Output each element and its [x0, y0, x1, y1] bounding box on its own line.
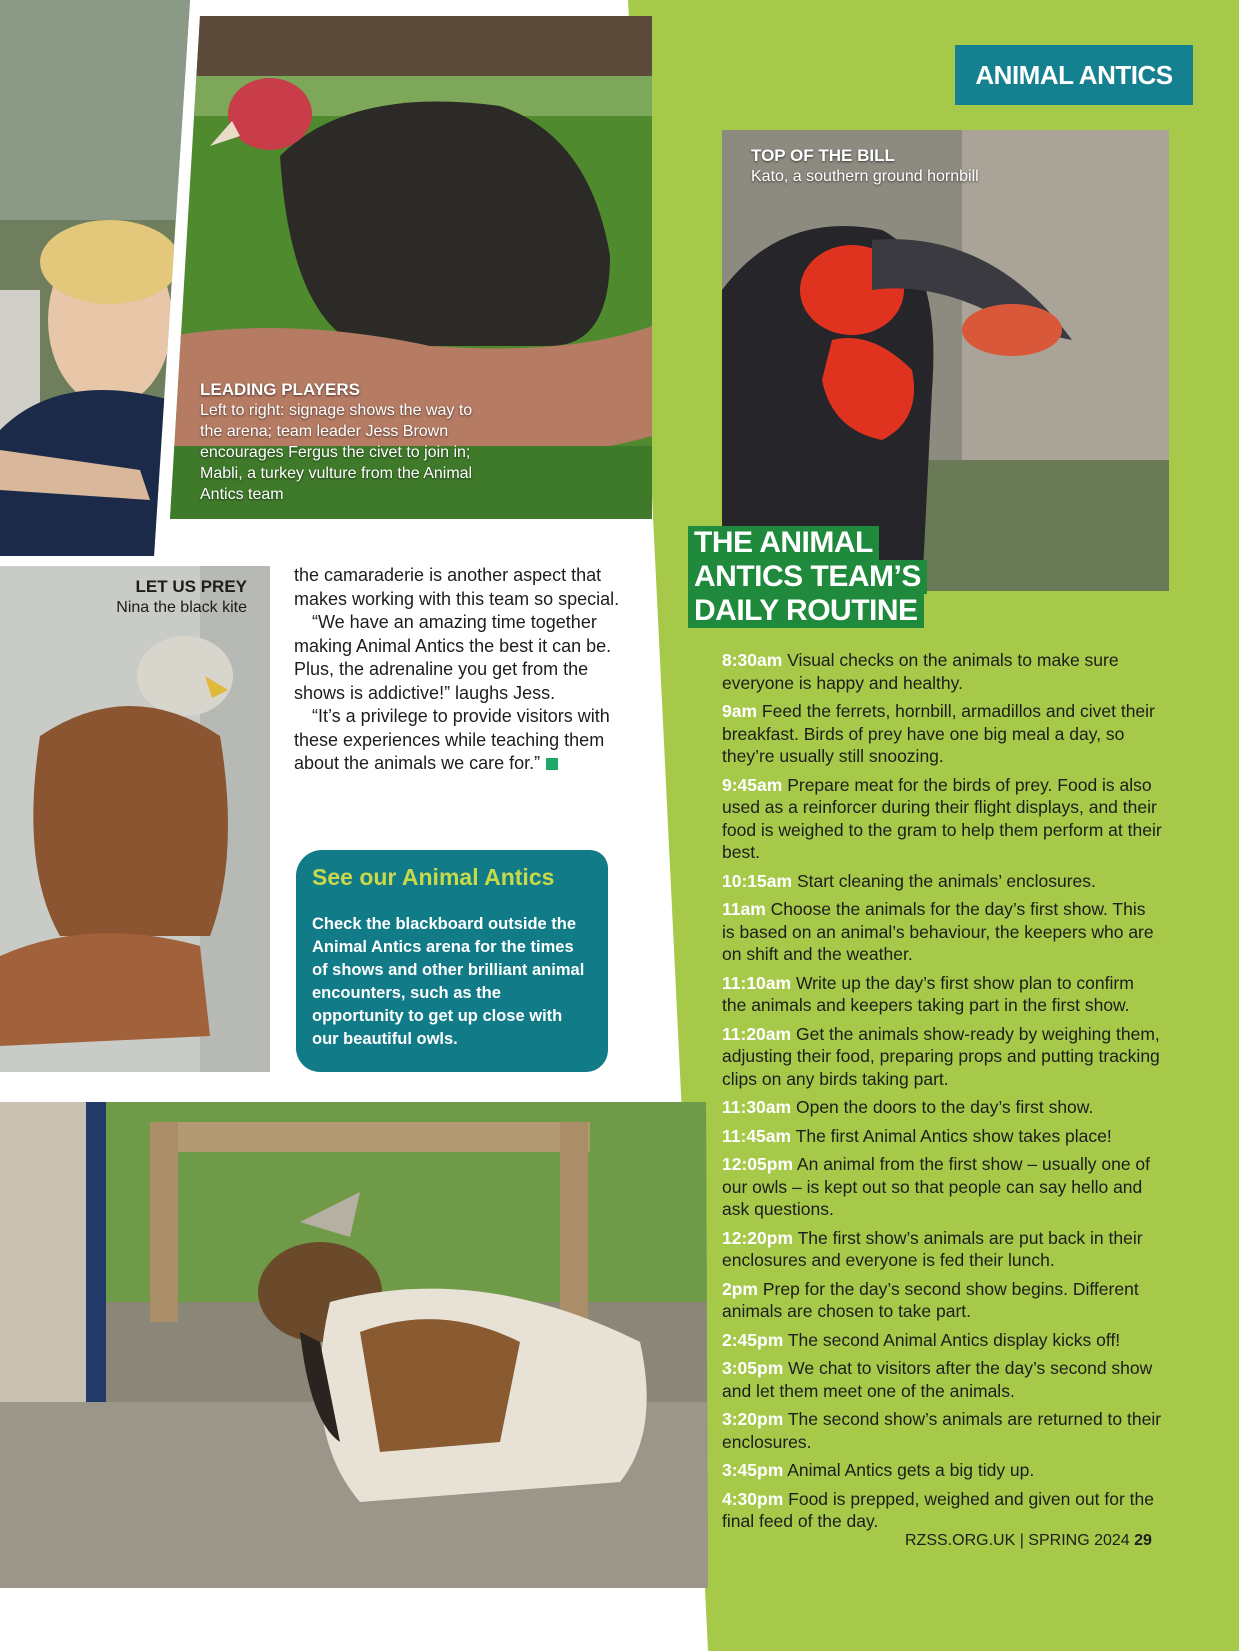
footer-separator: |: [1019, 1532, 1024, 1549]
page-footer: [905, 1532, 1152, 1550]
footer-issue: SPRING 2024: [1028, 1532, 1130, 1549]
hornbill-photo: [722, 130, 1169, 591]
kite-caption-text: Nina the black kite: [116, 599, 247, 616]
hornbill-caption-title: TOP OF THE BILL: [751, 146, 895, 165]
routine-text: Feed the ferrets, hornbill, armadillos and civet their breakfast. Birds of prey have one big meal a day, so they’re usually still snoozing.: [722, 701, 1155, 766]
routine-text: The first show’s animals are put back in their enclosures and everyone is fed their lunch.: [722, 1227, 1143, 1270]
routine-title-line: DAILY ROUTINE: [688, 594, 924, 628]
vulture-caption: [200, 379, 490, 505]
routine-time: 12:20pm: [722, 1227, 794, 1248]
article-body: [294, 564, 634, 776]
routine-time: 3:20pm: [722, 1409, 784, 1429]
section-tag: ANIMAL ANTICS: [955, 45, 1193, 105]
routine-entry: [722, 898, 1162, 966]
routine-entry: [722, 1023, 1162, 1091]
routine-title-line: ANTICS TEAM’S: [688, 560, 927, 594]
info-box: [296, 850, 608, 1072]
routine-entry: [722, 774, 1162, 864]
routine-time: 11:10am: [722, 972, 792, 993]
routine-time: 9:45am: [722, 774, 783, 795]
routine-time: 11:45am: [722, 1125, 792, 1146]
routine-list: [722, 649, 1162, 1539]
goat-photo: [0, 1102, 708, 1588]
info-box-title: See our Animal Antics: [312, 864, 555, 890]
routine-text: Prepare meat for the birds of prey. Food is also used as a reinforcer during their flight displays, and their food is weighed to the gram to help them perform at their best.: [722, 774, 1162, 862]
routine-time: 12:05pm: [722, 1154, 794, 1174]
routine-time: 9am: [722, 701, 758, 721]
routine-entry: [722, 1278, 1162, 1323]
kite-photo: [0, 566, 270, 1072]
routine-time: 11:20am: [722, 1023, 792, 1044]
routine-time: 3:45pm: [722, 1460, 784, 1480]
routine-time: 11:30am: [722, 1097, 792, 1117]
routine-text: Choose the animals for the day’s first show. This is based on an animal’s behaviour, the keepers who are on shift and the weather.: [722, 899, 1154, 964]
routine-entry: [722, 870, 1162, 893]
kite-caption-title: LET US PREY: [135, 577, 247, 596]
routine-text: An animal from the first show – usually one of our owls – is kept out so that people can say hello and ask questions.: [722, 1154, 1151, 1219]
routine-time: 4:30pm: [722, 1488, 784, 1509]
article-paragraph-text: “It’s a privilege to provide visitors with these experiences while teaching them about the animals we care for.”: [294, 706, 610, 773]
routine-text: Start cleaning the animals’ enclosures.: [796, 870, 1096, 891]
routine-entry: [722, 649, 1162, 694]
routine-text: We chat to visitors after the day’s second show and let them meet one of the animals.: [722, 1358, 1153, 1401]
routine-time: 3:05pm: [722, 1358, 784, 1378]
routine-text: Food is prepped, weighed and given out for the final feed of the day.: [722, 1488, 1154, 1531]
routine-text: Visual checks on the animals to make sure everyone is happy and healthy.: [722, 650, 1119, 693]
article-paragraph: “We have an amazing time together making Animal Antics the best it can be. Plus, the adrenaline you get from the shows is addictive!” laughs Jess.: [294, 612, 612, 703]
routine-text: Open the doors to the day’s first show.: [795, 1097, 1094, 1117]
routine-title: [688, 526, 927, 628]
info-box-text: Check the blackboard outside the Animal Antics arena for the times of shows and other brilliant animal encounters, such as the opportunity to get up close with our beautiful owls.: [312, 915, 585, 1048]
routine-entry: [722, 1408, 1162, 1453]
routine-text: The second Animal Antics display kicks off!: [787, 1329, 1121, 1350]
handler-photo: [0, 0, 190, 556]
vulture-caption-title: LEADING PLAYERS: [200, 380, 360, 399]
routine-entry: [722, 1227, 1162, 1272]
hornbill-caption: [751, 145, 1051, 187]
article-paragraph-final: [294, 705, 634, 776]
routine-text: Animal Antics gets a big tidy up.: [787, 1460, 1035, 1480]
routine-entry: [722, 1459, 1162, 1482]
routine-title-line: THE ANIMAL: [688, 526, 879, 560]
routine-text: Prep for the day’s second show begins. Different animals are chosen to take part.: [722, 1278, 1139, 1321]
routine-time: 2pm: [722, 1278, 758, 1299]
routine-entry: [722, 1357, 1162, 1402]
footer-site: RZSS.ORG.UK: [905, 1532, 1016, 1549]
end-of-article-mark: [546, 758, 558, 770]
article-paragraph: the camaraderie is another aspect that makes working with this team so special.: [294, 565, 620, 609]
routine-entry: [722, 972, 1162, 1017]
routine-text: Get the animals show-ready by weighing them, adjusting their food, preparing props and putting tracking clips on any birds taking part.: [722, 1023, 1160, 1089]
routine-entry: [722, 1096, 1162, 1119]
vulture-caption-text: Left to right: signage shows the way to the arena; team leader Jess Brown encourages Fergus the civet to join in; Mabli, a turkey vulture from the Animal Antics team: [200, 402, 473, 503]
routine-entry: [722, 1329, 1162, 1352]
routine-time: 10:15am: [722, 870, 793, 891]
routine-time: 2:45pm: [722, 1329, 784, 1350]
routine-time: 8:30am: [722, 650, 783, 670]
page-number: 29: [1134, 1532, 1152, 1549]
routine-entry: [722, 700, 1162, 768]
routine-text: The first Animal Antics show takes place!: [795, 1125, 1112, 1146]
routine-time: 11am: [722, 899, 766, 919]
hornbill-caption-text: Kato, a southern ground hornbill: [751, 168, 979, 185]
routine-entry: [722, 1488, 1162, 1533]
routine-text: Write up the day’s first show plan to confirm the animals and keepers taking part in the first show.: [722, 972, 1134, 1015]
routine-entry: [722, 1153, 1162, 1221]
routine-text: The second show’s animals are returned to their enclosures.: [722, 1409, 1162, 1452]
routine-entry: [722, 1125, 1162, 1148]
kite-caption: [116, 576, 247, 618]
